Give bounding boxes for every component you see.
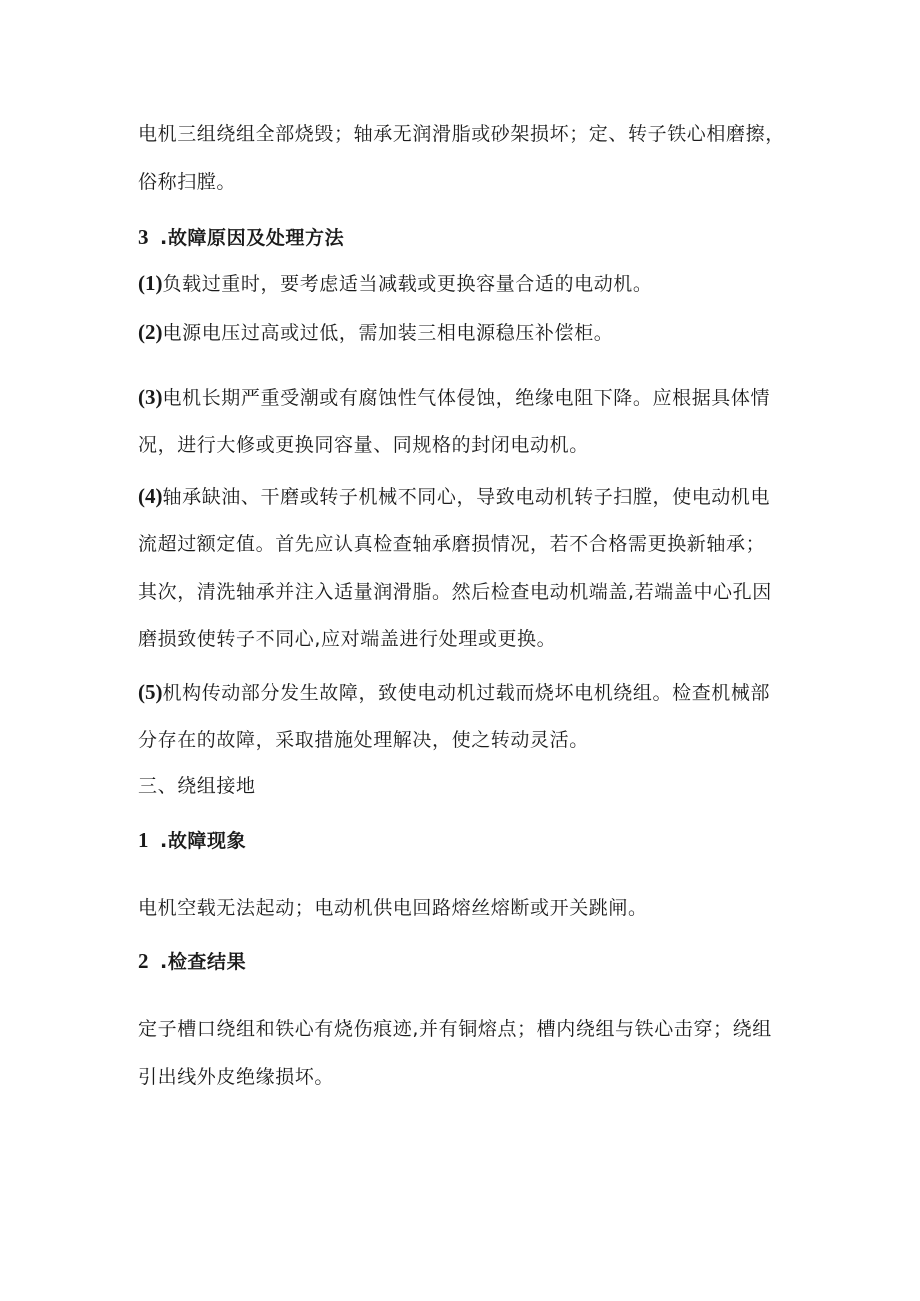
paragraph-line: 电机空载无法起动；电动机供电回路熔丝熔断或开关跳闸。: [138, 897, 648, 919]
list-item: [138, 271, 653, 296]
section-heading: [138, 949, 246, 974]
paragraph-line: 引出线外皮绝缘损坏。: [138, 1066, 335, 1088]
list-item-continuation: 分存在的故障，采取措施处理解决，使之转动灵活。: [138, 729, 589, 751]
list-item-text: 电源电压过高或过低，需加装三相电源稳压补偿柜。: [162, 322, 614, 344]
list-item: [138, 385, 770, 410]
list-marker: (4): [138, 484, 163, 508]
list-item-text: 负载过重时，要考虑适当减载或更换容量合适的电动机。: [162, 273, 653, 295]
list-marker: (3): [138, 385, 163, 409]
section-heading: [138, 828, 246, 853]
list-item-continuation: 其次，清洗轴承并注入适量润滑脂。然后检查电动机端盖,若端盖中心孔因: [138, 581, 772, 603]
list-item-text: 轴承缺油、干磨或转子机械不同心，导致电动机转子扫膛，使电动机电: [162, 486, 771, 508]
section-title: .故障原因及处理方法: [160, 227, 345, 249]
list-item-text: 机构传动部分发生故障，致使电动机过载而烧坏电机绕组。检查机械部: [162, 682, 771, 704]
section-heading: [138, 225, 344, 250]
list-item-continuation: 磨损致使转子不同心,应对端盖进行处理或更换。: [138, 628, 557, 650]
list-item-continuation: 况，进行大修或更换同容量、同规格的封闭电动机。: [138, 434, 589, 456]
list-marker: (2): [138, 320, 163, 344]
section-number: 3: [138, 225, 150, 249]
list-item: [138, 680, 770, 705]
chapter-heading: 三、绕组接地: [138, 775, 256, 797]
paragraph-line: 定子槽口绕组和铁心有烧伤痕迹,并有铜熔点；槽内绕组与铁心击穿；绕组: [138, 1018, 772, 1040]
section-number: 2: [138, 949, 150, 973]
section-number: 1: [138, 828, 150, 852]
list-item-continuation: 流超过额定值。首先应认真检查轴承磨损情况，若不合格需更换新轴承；: [138, 533, 766, 555]
paragraph-line: 电机三组绕组全部烧毁；轴承无润滑脂或砂架损坏；定、转子铁心相磨擦，: [138, 123, 785, 145]
list-marker: (5): [138, 680, 163, 704]
paragraph-line: 俗称扫膛。: [138, 171, 237, 193]
list-item-text: 电机长期严重受潮或有腐蚀性气体侵蚀，绝缘电阻下降。应根据具体情: [162, 387, 771, 409]
section-title: .故障现象: [160, 830, 247, 852]
section-title: .检查结果: [160, 951, 247, 973]
list-item: [138, 320, 613, 345]
list-item: [138, 484, 770, 509]
list-marker: (1): [138, 271, 163, 295]
